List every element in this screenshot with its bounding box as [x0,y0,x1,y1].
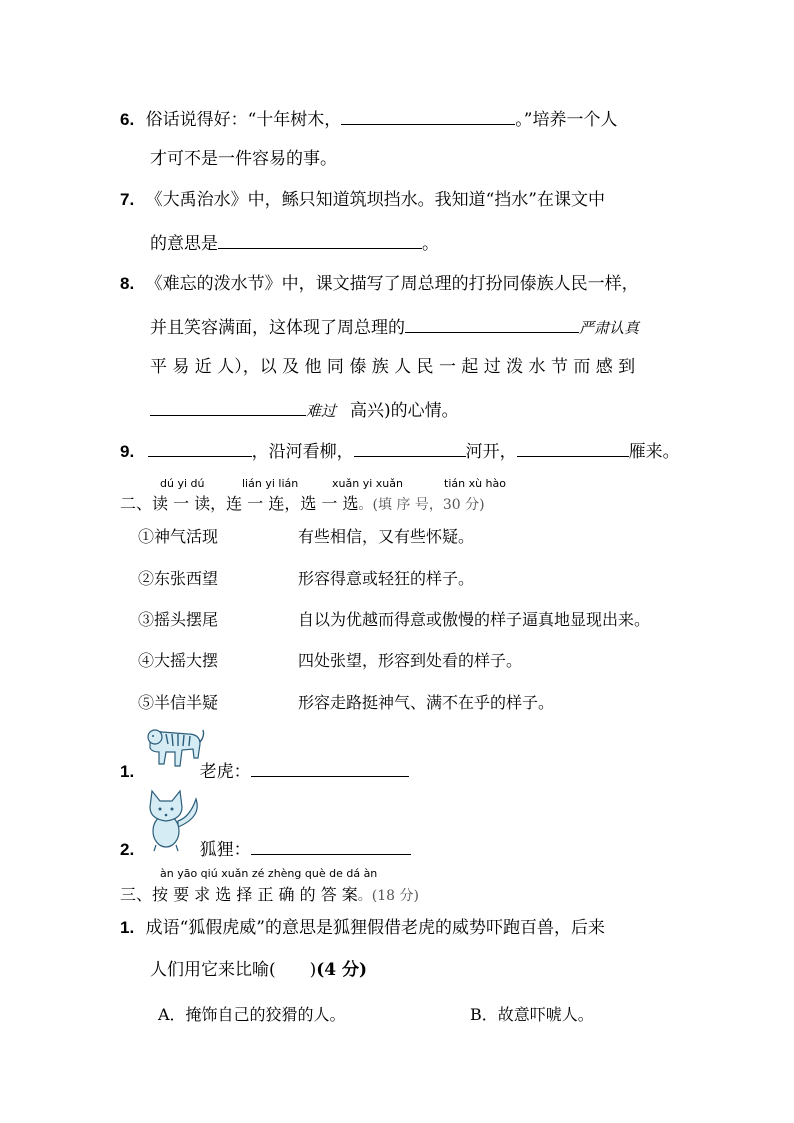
sec2-left-1: ①神气活现 [138,527,219,546]
q8-line4 [150,399,459,421]
q7-line2 [150,232,439,254]
sec3-pinyin: àn yāo qiú xuǎn zé zhèng què de dá àn [160,867,378,880]
sec2-pinyin-3: xuǎn yi xuǎn [332,477,403,490]
q8-line1 [120,274,639,294]
q6-blank[interactable] [341,108,515,125]
q8-text-b: 并且笑容满面，这体现了周总理的 [150,318,405,338]
fox-number: 2. [120,840,135,859]
q8-blank-2[interactable] [150,399,306,416]
q9-number: 9. [120,442,135,461]
q8-handwritten-1: 严肃认真 [579,319,640,337]
sec2-left-2: ②东张西望 [138,569,219,588]
q9-text-b: 河开， [465,442,517,462]
q6-line1 [120,108,618,130]
q7-text-a: 《大禹治水》中，鲧只知道筑坝挡水。我知道“挡水”在课文中 [145,190,605,210]
sec2-left-3: ③摇头摆尾 [138,610,219,629]
sec3-q1-number: 1. [120,918,135,937]
q6-number: 6. [120,110,135,129]
q8-text-d: 高兴)的心情。 [350,401,459,421]
sec2-left-4: ④大摇大摆 [138,651,219,670]
sec3-q1-line2 [150,960,367,980]
q7-blank[interactable] [218,232,422,249]
q7-number: 7. [120,190,135,209]
sec2-right-2: 形容得意或轻狂的样子。 [298,569,475,588]
q7-text-c: 。 [422,234,439,254]
sec2-pinyin-2: lián yi lián [242,477,299,490]
q8-line2 [150,316,639,338]
sec3-q1-line1 [120,918,605,938]
q7-text-b: 的意思是 [150,234,218,254]
sec2-left-5: ⑤半信半疑 [138,693,219,712]
sec2-heading [120,491,485,514]
sec3-heading [120,882,419,905]
q6-text-b: 。”培养一个人 [515,110,618,130]
sec3-q1-score: (4 分) [316,960,368,980]
q6-text-c: 才可不是一件容易的事。 [150,149,337,169]
fox-blank[interactable] [251,838,411,855]
fox-label: 狐狸： [199,840,251,860]
sec3-option-a[interactable]: A．掩饰自己的狡猾的人。 [158,1005,346,1024]
sec2-right-5: 形容走路挺神气、满不在乎的样子。 [298,693,555,712]
q8-number: 8. [120,274,135,293]
q8-handwritten-2: 难过 [306,402,337,420]
q9-line [120,440,680,462]
tiger-number: 1. [120,762,135,781]
sec3-q1-text-b: 人们用它来比喻( ) [150,960,317,980]
q8-text-c: 平 易 近 人），以 及 他 同 傣 族 人 民 一 起 过 泼 水 节 而 感 到 [150,357,636,377]
q8-blank-1[interactable] [405,316,579,333]
sec2-pinyin-1: dú yi dú [160,477,205,490]
sec3-note: 。(18 分) [357,888,419,904]
sec2-right-4: 四处张望，形容到处看的样子。 [298,651,523,670]
fox-item [120,838,411,860]
tiger-blank[interactable] [251,760,409,777]
q7-line1 [120,190,605,210]
q9-blank-3[interactable] [517,440,629,457]
sec3-q1-text-a: 成语“狐假虎威”的意思是狐狸假借老虎的威势吓跑百兽，后来 [145,918,605,938]
q8-text-a: 《难忘的泼水节》中，课文描写了周总理的打扮同傣族人民一样， [145,274,639,294]
q9-blank-2[interactable] [354,440,466,457]
sec2-title: 二、读 一 读，连 一 连，选 一 选 [120,494,359,513]
q9-text-c: 雁来。 [628,442,680,462]
sec2-note: 。(填 序 号，30 分) [358,497,485,513]
sec2-pinyin-4: tián xù hào [444,477,506,490]
sec3-option-b[interactable]: B．故意吓唬人。 [470,1005,594,1024]
sec3-title: 三、按 要 求 选 择 正 确 的 答 案 [120,885,358,904]
tiger-item [120,760,409,782]
q6-text-a: 俗话说得好：“十年树木， [145,110,342,130]
q9-text-a: ，沿河看柳， [251,442,354,462]
q9-blank-1[interactable] [148,440,252,457]
sec2-right-3: 自以为优越而得意或傲慢的样子逼真地显现出来。 [298,610,651,629]
sec2-right-1: 有些相信，又有些怀疑。 [298,527,475,546]
tiger-label: 老虎： [199,762,251,782]
